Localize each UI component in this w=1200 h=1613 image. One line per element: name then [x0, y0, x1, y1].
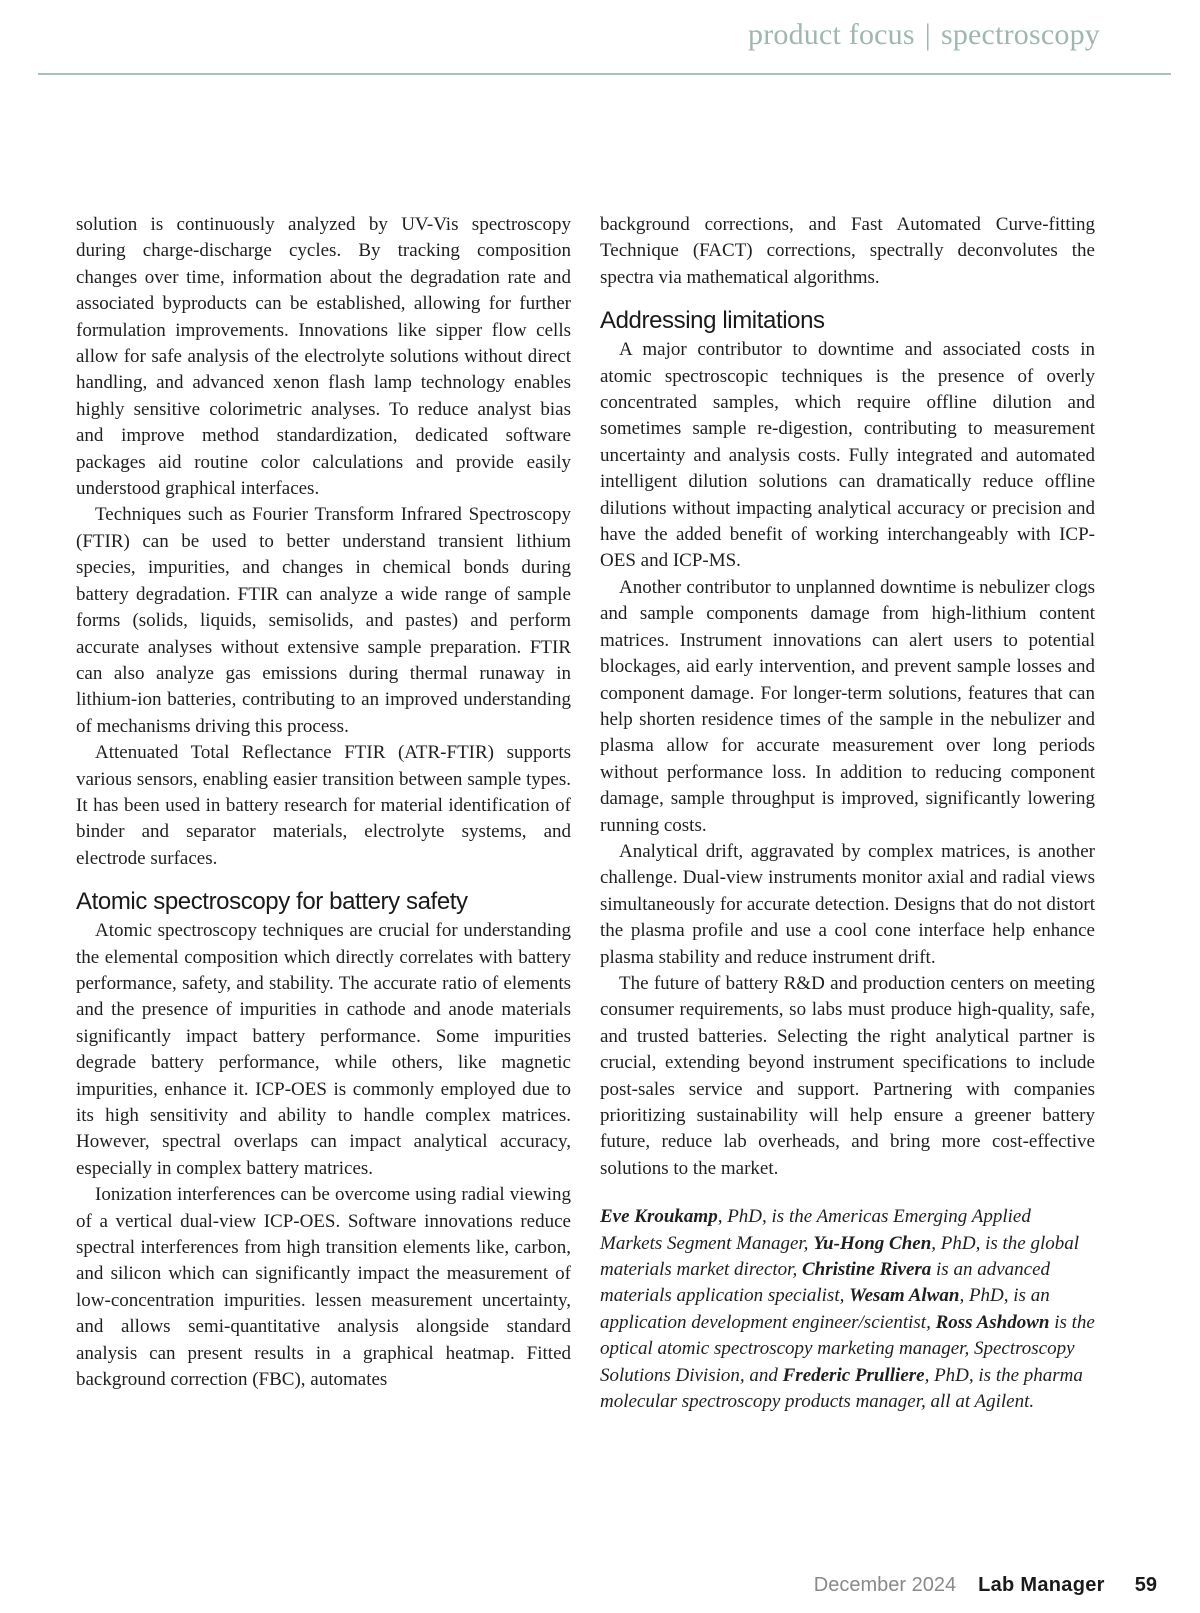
right-paragraph-3: Another contributor to unplanned downtime is nebulizer clogs and sample components damage from high-lithium content matrices. Instrument innovations can alert users to potential blockages, aid early intervention, and prevent sample losses and component damage. For longer-term solutions, features that can help shorten residence times of the sample in the nebulizer and plasma allow for accurate measurement over long periods without performance loss. In addition to reducing component damage, sample throughput is improved, significantly lowering running costs.	[600, 576, 1095, 836]
running-head-separator: |	[924, 18, 931, 51]
author-name-6: Frederic Prulliere	[782, 1364, 925, 1386]
author-text-2: , PhD, is the global materials market director,	[600, 1232, 1080, 1281]
issue-date: December 2024	[813, 1574, 957, 1596]
author-name-4: Wesam Alwan	[849, 1285, 960, 1307]
right-paragraph-4: Analytical drift, aggravated by complex matrices, is another challenge. Dual-view instruments monitor axial and radial views simultaneously for accurate detection. Designs that do not distort the plasma profile and use a cool cone interface help enhance plasma stability and reduce instrument drift.	[600, 840, 1095, 968]
right-paragraph-1: background corrections, and Fast Automated Curve-fitting Technique (FACT) corrections, spectrally deconvolutes the spectra via mathematical algorithms.	[600, 214, 1095, 288]
left-paragraph-3: Attenuated Total Reflectance FTIR (ATR-FTIR) supports various sensors, enabling easier transition between sample types. It has been used in battery research for material identification of binder and separator materials, electrolyte systems, and electrode surfaces.	[76, 742, 571, 869]
magazine-name: Lab Manager	[978, 1574, 1105, 1596]
author-name-1: Eve Kroukamp	[600, 1206, 718, 1228]
page-number: 59	[1134, 1574, 1157, 1596]
section-heading-addressing-limitations: Addressing limitations	[600, 307, 825, 335]
author-name-2: Yu-Hong Chen	[813, 1232, 932, 1254]
author-text-1: , PhD, is the Americas Emerging Applied Markets Segment Manager,	[600, 1206, 1031, 1254]
section-heading-atomic-spectroscopy: Atomic spectroscopy for battery safety	[76, 888, 468, 916]
running-head	[748, 18, 1100, 52]
page-footer	[814, 1574, 1157, 1597]
author-name-5: Ross Ashdown	[935, 1311, 1050, 1333]
left-paragraph-1: solution is continuously analyzed by UV-Vis spectroscopy during charge-discharge cycles. By tracking composition changes over time, information about the degradation rate and associated byproducts can be established, allowing for further formulation improvements. Innovations like sipper flow cells allow for safe analysis of the electrolyte solutions without direct handling, and advanced xenon flash lamp technology enables highly sensitive colorimetric analyses. To reduce analyst bias and improve method standardization, dedicated software packages aid routine color calculations and provide easily understood graphical interfaces.	[76, 214, 571, 500]
left-column	[76, 212, 571, 1393]
left-paragraph-5: Ionization interferences can be overcome using radial viewing of a vertical dual-view ICP-OES. Software innovations reduce spectral interferences from high transition elements like, carbon, and silicon which can significantly impact the measurement of low-concentration impurities. lessen measurement uncertainty, and allows semi-quantitative analysis alongside standard analysis can present results in a graphical heatmap. Fitted background correction (FBC), automates	[76, 1184, 571, 1391]
right-column	[600, 212, 1095, 1415]
author-text-6: , PhD, is the pharma molecular spectroscopy products manager, all at Agilent.	[600, 1364, 1083, 1413]
right-paragraph-5: The future of battery R&D and production centers on meeting consumer requirements, so labs must produce high-quality, safe, and trusted batteries. Selecting the right analytical partner is crucial, extending beyond instrument specifications to include post-sales service and support. Partnering with companies prioritizing sustainability will help ensure a greener battery future, reduce lab overheads, and bring more cost-effective solutions to the market.	[600, 972, 1095, 1179]
running-head-section: product focus	[748, 18, 915, 51]
author-text-5: is the optical atomic spectroscopy marketing manager, Spectroscopy Solutions Division, and	[600, 1311, 1095, 1386]
left-paragraph-2: Techniques such as Fourier Transform Infrared Spectroscopy (FTIR) can be used to better understand transient lithium species, impurities, and changes in chemical bonds during battery degradation. FTIR can analyze a wide range of sample forms (solids, liquids, semisolids, and pastes) and perform accurate analyses without extensive sample preparation. FTIR can also analyze gas emissions during thermal runaway in lithium-ion batteries, contributing to an improved understanding of mechanisms driving this process.	[76, 504, 571, 737]
author-name-3: Christine Rivera	[801, 1259, 932, 1281]
left-paragraph-4: Atomic spectroscopy techniques are crucial for understanding the elemental composition which directly correlates with battery performance, safety, and stability. The accurate ratio of elements and the presence of impurities in cathode and anode materials significantly impact battery performance. Some impurities degrade battery performance, while others, like magnetic impurities, enhance it. ICP-OES is commonly employed due to its high sensitivity and ability to handle complex matrices. However, spectral overlaps can impact analytical accuracy, especially in complex battery matrices.	[76, 920, 571, 1179]
header-rule	[38, 73, 1171, 75]
right-paragraph-2: A major contributor to downtime and associated costs in atomic spectroscopic techniques is the presence of overly concentrated samples, which require offline dilution and sometimes sample re-digestion, contributing to measurement uncertainty and analysis costs. Fully integrated and automated intelligent dilution solutions can dramatically reduce offline dilutions without impacting analytical accuracy or precision and have the added benefit of working interchangeably with ICP-OES and ICP-MS.	[600, 339, 1095, 572]
author-bio	[600, 1204, 1095, 1415]
running-head-topic: spectroscopy	[940, 18, 1100, 51]
author-text-3: is an advanced materials application specialist,	[600, 1259, 1051, 1307]
author-text-4: , PhD, is an application development engineer/scientist,	[600, 1285, 1050, 1333]
